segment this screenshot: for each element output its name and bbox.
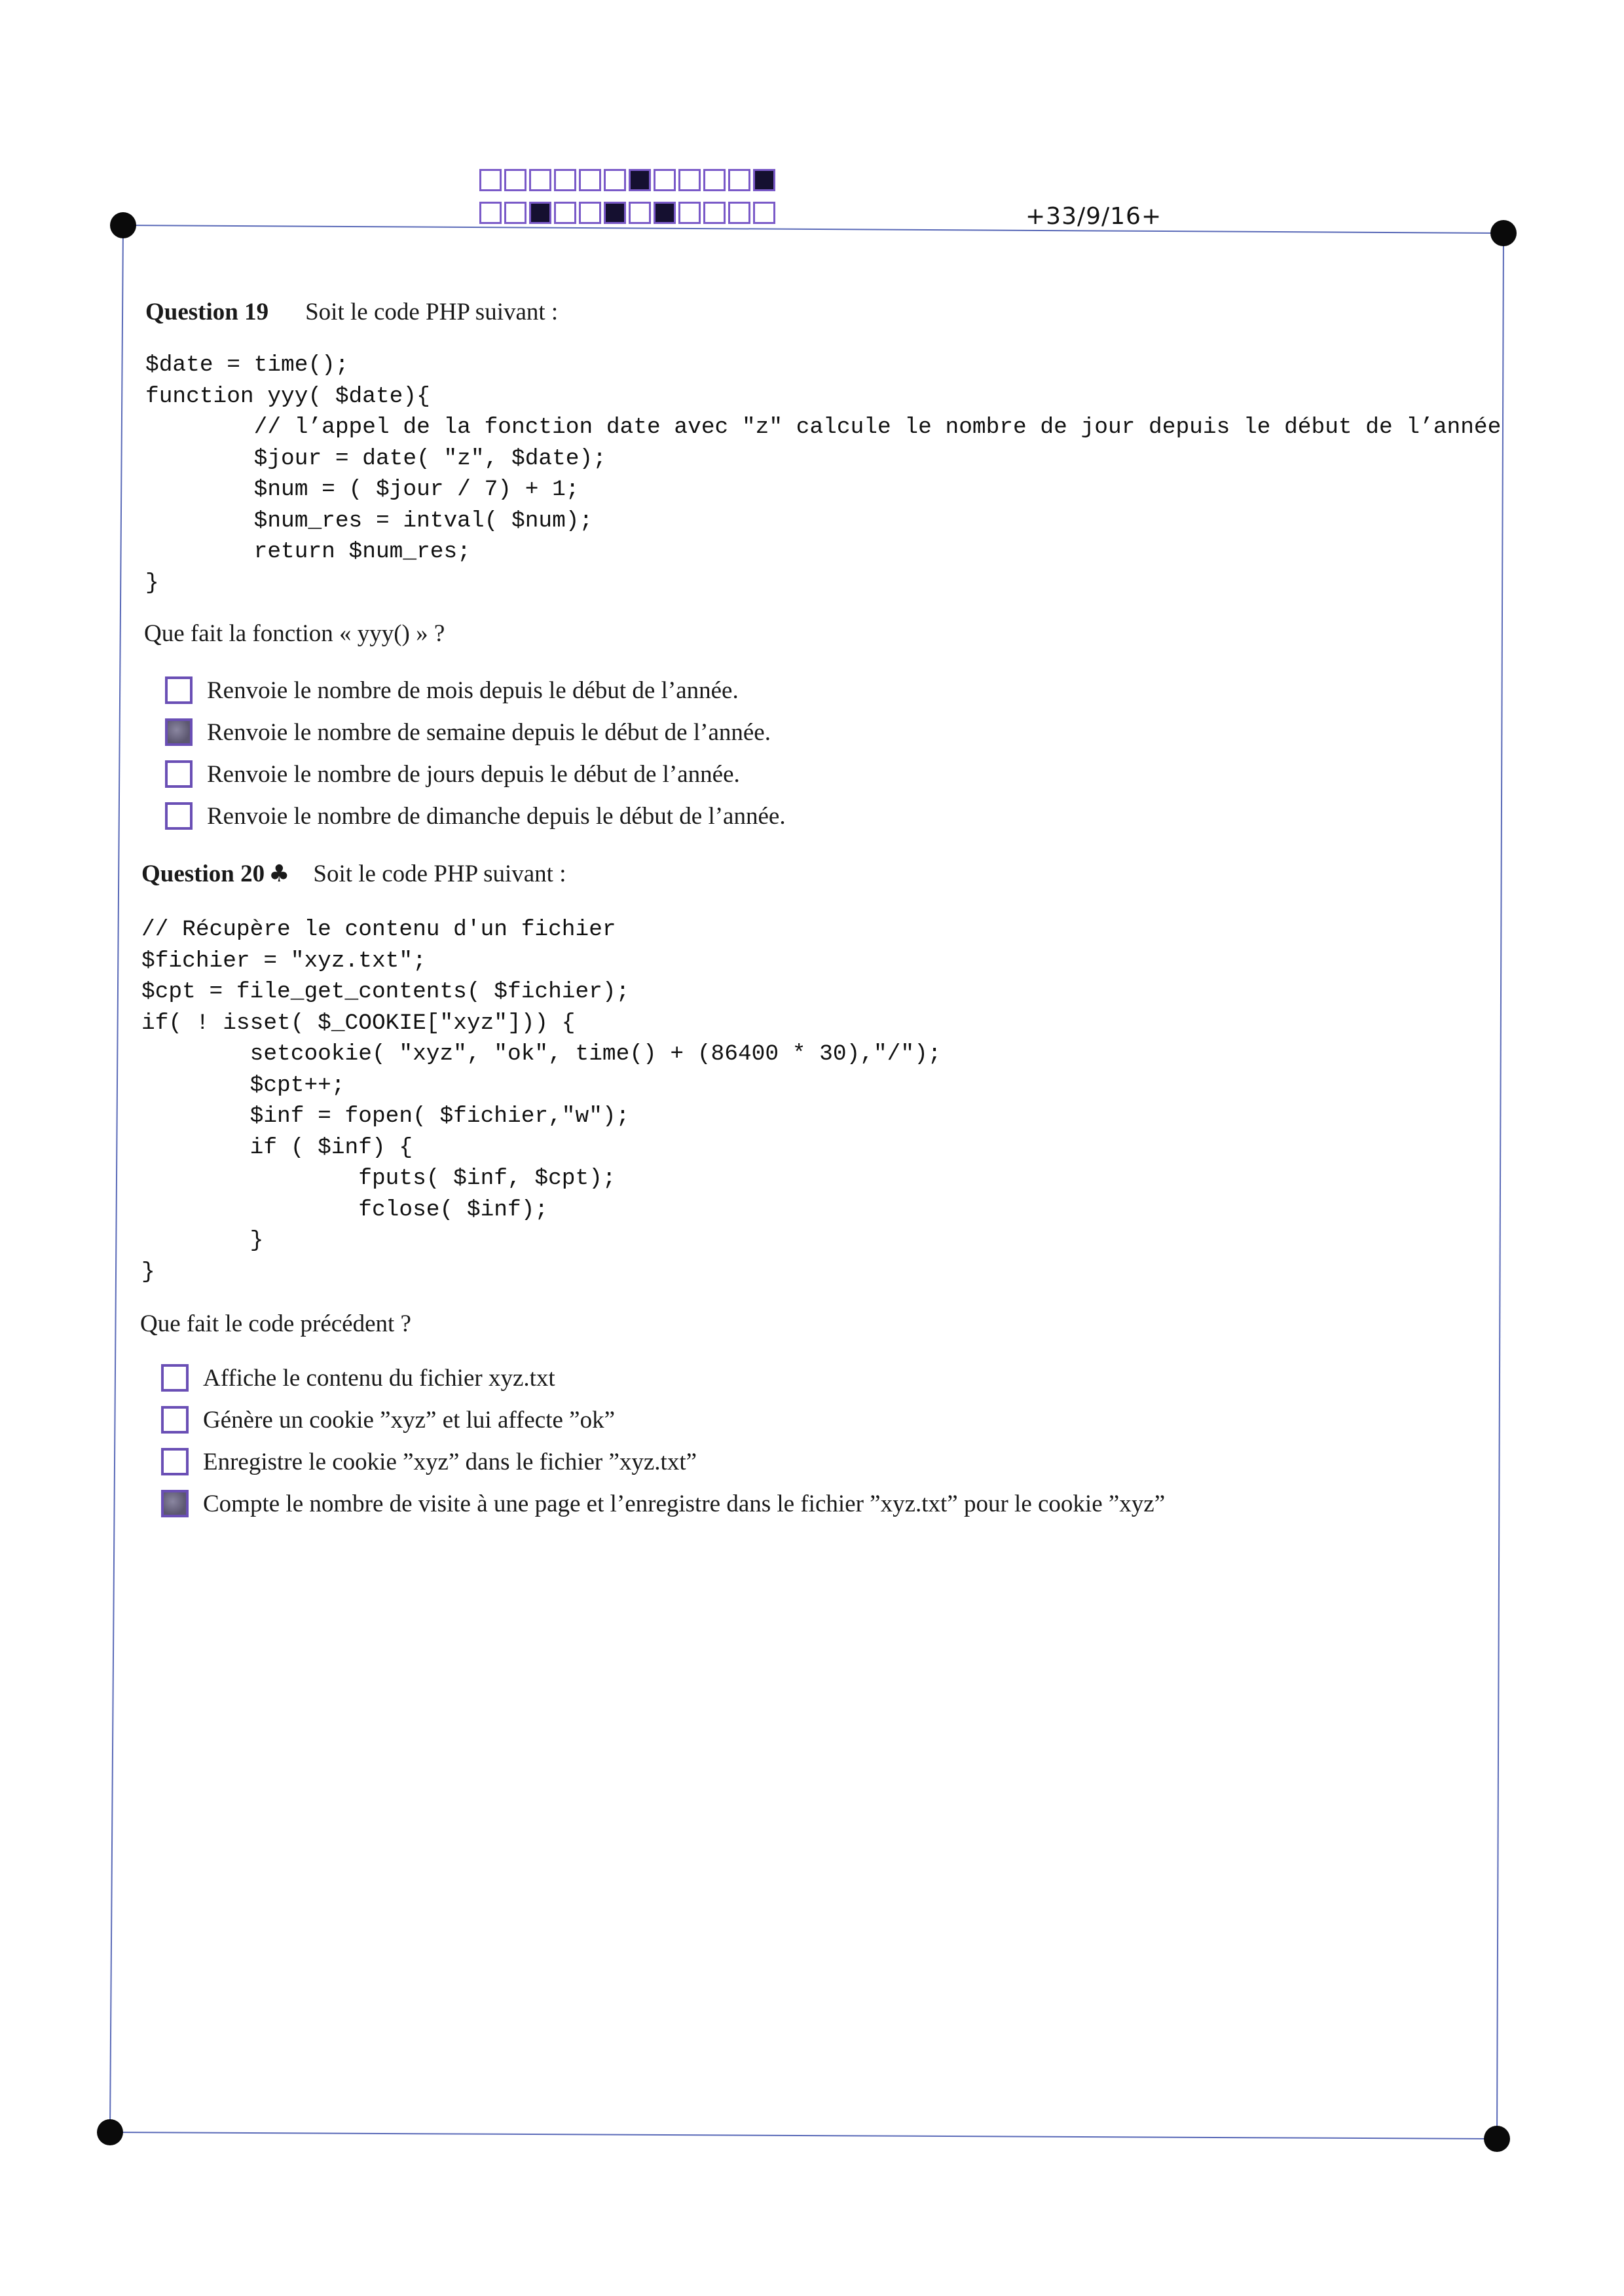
answer-option[interactable] (165, 795, 786, 837)
corner-marker-bottom-left (97, 2119, 123, 2145)
code-line: if ( $inf) { (141, 1134, 413, 1160)
answer-option[interactable] (161, 1483, 1165, 1525)
barcode-cell (728, 202, 750, 224)
question-prompt: Que fait la fonction « yyy() » ? (144, 620, 445, 647)
barcode-cell (604, 202, 626, 224)
answer-option[interactable] (165, 711, 786, 753)
barcode-cell (479, 169, 502, 191)
answer-option[interactable] (161, 1441, 1165, 1483)
barcode-cell (604, 169, 626, 191)
frame-left-line (110, 225, 123, 2132)
code-line: $fichier = "xyz.txt"; (141, 948, 426, 974)
corner-marker-bottom-right (1484, 2126, 1510, 2152)
question-title: Question 20 (141, 861, 265, 887)
checkbox[interactable] (161, 1406, 189, 1434)
barcode-cell (579, 169, 601, 191)
barcode-cell (629, 169, 651, 191)
question-title: Question 19 (145, 299, 269, 325)
code-line: } (141, 1259, 155, 1285)
php-code-block (145, 350, 1501, 599)
answer-label: Renvoie le nombre de jours depuis le début de l’année. (207, 760, 740, 788)
question-intro: Soit le code PHP suivant : (305, 299, 559, 325)
answer-list (161, 1357, 1165, 1525)
answer-option[interactable] (161, 1399, 1165, 1441)
code-line: } (145, 570, 159, 596)
barcode-cell (678, 169, 701, 191)
answer-label: Génère un cookie ”xyz” et lui affecte ”ok” (203, 1406, 615, 1434)
checkbox[interactable] (165, 760, 193, 788)
code-line: $jour = date( "z", $date); (145, 445, 606, 472)
code-line: // Récupère le contenu d'un fichier (141, 917, 616, 942)
barcode-row-2 (479, 202, 778, 228)
corner-marker-top-left (110, 212, 136, 238)
code-line: $num = ( $jour / 7) + 1; (145, 477, 580, 502)
barcode-cell (529, 202, 551, 224)
checkbox[interactable] (161, 1364, 189, 1392)
code-line: // l’appel de la fonction date avec "z" calcule le nombre de jour depuis le début de l’année (145, 415, 1502, 440)
barcode-cell (703, 169, 726, 191)
barcode-cell (753, 169, 775, 191)
barcode-cell (579, 202, 601, 224)
answer-label: Enregistre le cookie ”xyz” dans le fichier ”xyz.txt” (203, 1448, 697, 1475)
php-code-block (141, 914, 942, 1287)
answer-label: Renvoie le nombre de semaine depuis le début de l’année. (207, 718, 771, 746)
answer-label: Affiche le contenu du fichier xyz.txt (203, 1364, 555, 1392)
barcode-cell (479, 202, 502, 224)
answer-label: Compte le nombre de visite à une page et l’enregistre dans le fichier ”xyz.txt” pour le cookie ”xyz” (203, 1490, 1166, 1517)
barcode-cell (504, 202, 526, 224)
question-19-header (145, 298, 558, 326)
barcode-cell (529, 169, 551, 191)
answer-option[interactable] (165, 669, 786, 711)
barcode-row-1 (479, 169, 778, 195)
barcode-cell (629, 202, 651, 224)
checked-checkbox[interactable] (161, 1490, 189, 1517)
corner-marker-top-right (1490, 220, 1517, 246)
code-line: setcookie( "xyz", "ok", time() + (86400 * 30),"/"); (141, 1041, 942, 1067)
frame-top-line (123, 225, 1504, 233)
code-line: fputs( $inf, $cpt); (141, 1166, 616, 1191)
code-line: fclose( $inf); (141, 1196, 549, 1223)
answer-label: Renvoie le nombre de dimanche depuis le début de l’année. (207, 802, 786, 830)
answer-option[interactable] (165, 753, 786, 795)
code-line: } (141, 1228, 264, 1253)
checked-checkbox[interactable] (165, 718, 193, 746)
page-code: +33/9/16+ (1025, 203, 1162, 230)
code-line: $cpt = file_get_contents( $fichier); (141, 979, 630, 1005)
barcode-cell (654, 202, 676, 224)
checkbox[interactable] (161, 1448, 189, 1475)
question-intro: Soit le code PHP suivant : (313, 861, 566, 887)
barcode-cell (554, 202, 576, 224)
question-prompt: Que fait le code précédent ? (140, 1310, 411, 1337)
code-line: if( ! isset( $_COOKIE["xyz"])) { (141, 1010, 576, 1036)
club-icon: ♣ (268, 861, 290, 887)
page-id-barcode (479, 169, 778, 234)
code-line: $cpt++; (141, 1072, 345, 1098)
code-line: $date = time(); (145, 352, 349, 378)
code-line: function yyy( $date){ (145, 383, 430, 409)
barcode-cell (678, 202, 701, 224)
question-20-header (141, 860, 566, 888)
answer-option[interactable] (161, 1357, 1165, 1399)
barcode-cell (554, 169, 576, 191)
code-line: $inf = fopen( $fichier,"w"); (141, 1103, 630, 1129)
barcode-cell (703, 202, 726, 224)
answer-label: Renvoie le nombre de mois depuis le début de l’année. (207, 676, 739, 704)
barcode-cell (654, 169, 676, 191)
barcode-cell (728, 169, 750, 191)
frame-bottom-line (110, 2132, 1497, 2139)
checkbox[interactable] (165, 676, 193, 704)
code-line: return $num_res; (145, 539, 471, 565)
code-line: $num_res = intval( $num); (145, 508, 593, 534)
checkbox[interactable] (165, 802, 193, 830)
barcode-cell (504, 169, 526, 191)
answer-list (165, 669, 786, 837)
barcode-cell (753, 202, 775, 224)
